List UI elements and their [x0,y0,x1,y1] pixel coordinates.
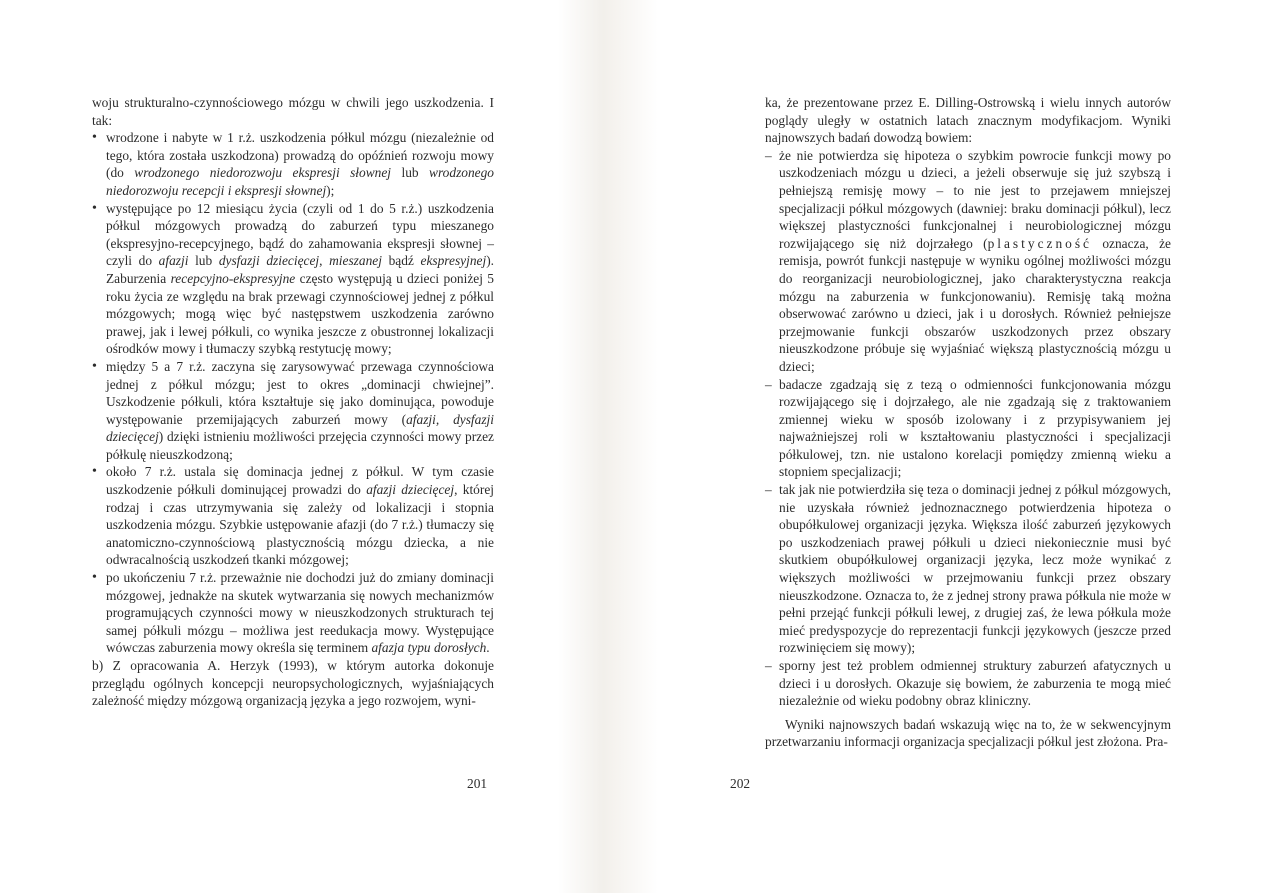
list-item: • występujące po 12 miesiącu życia (czyli od 1 do 5 r.ż.) uszkodzenia półkul mózgowych prowadzą do zaburzeń typu mieszanego (ekspresyjno-recepcyjnego, bądź do zahamowania ekspresji słownej – czyli do afazji lub dysfazji dziecięcej, mieszanej bądź ekspresyjnej). Zaburzenia recepcyjno-ekspresyjne często występują u dzieci poniżej 5 roku życia ze względu na brak przewagi czynnościowej jednej z półkul mózgowych; mogą więc być następstwem uszkodzenia zarówno prawej, jak i lewej półkuli, co wynika jeszcze z obustronnej lokalizacji ośrodków mowy i tłumaczy szybką restytucję mowy; [92,200,494,358]
page-number-right: 202 [730,776,751,791]
right-dash-list [765,147,1171,710]
list-item: • po ukończeniu 7 r.ż. przeważnie nie dochodzi już do zmiany dominacji mózgowej, jednakże na skutek wytwarzania się nowych mechanizmów programujących czynności mowy w nieuszkodzonych strukturach tej samej półkuli mózgu – możliwa jest reedukacja mowy. Występujące wówczas zaburzenia mowy określa się terminem afazja typu dorosłych. [92,569,494,657]
left-page-text [92,94,494,710]
list-item: • około 7 r.ż. ustala się dominacja jednej z półkul. W tym czasie uszkodzenie półkuli dominującej prowadzi do afazji dziecięcej, której rodzaj i czas utrzymywania się zależy od lokalizacji i stopnia uszkodzenia mózgu. Szybkie ustępowanie afazji (do 7 r.ż.) tłumaczy się anatomiczno-czynnościową plastycznością mózgu dziecka, a nie odwracalnością uszkodzeń tkanki mózgowej; [92,463,494,569]
list-item: – tak jak nie potwierdziła się teza o dominacji jednej z półkul mózgowych, nie uzyskała również jednoznacznego potwierdzenia hipoteza o obupółkulowej organizacji języka. Większa ilość zaburzeń językowych po uszkodzeniach prawej półkuli u dzieci niekoniecznie musi być skutkiem obupółkulowej organizacji języka, lecz może wynikać z większych możliwości w przejmowaniu funkcji przez obszary nieuszkodzone. Oznacza to, że z jednej strony prawa półkula nie może w pełni przejąć funkcji półkuli lewej, z drugiej zaś, że lewa półkula może mieć predyspozycje do reprezentacji funkcji językowych (jeszcze przed rozwinięciem się mowy); [765,481,1171,657]
right-intro: ka, że prezentowane przez E. Dilling-Ostrowską i wielu innych autorów poglądy uległy w ostatnich latach znacznym modyfikacjom. Wyniki najnowszych badań dowodzą bowiem: [765,95,1171,146]
right-closing-paragraph: Wyniki najnowszych badań wskazują więc na to, że w sekwencyjnym przetwarzaniu informacji organizacja specjalizacji półkul jest złożona. Pra- [765,716,1171,750]
left-intro: woju strukturalno-czynnościowego mózgu w chwili jego uszkodzenia. I tak: [92,95,494,128]
right-page-text [765,94,1171,751]
list-item: • między 5 a 7 r.ż. zaczyna się zarysowywać przewaga czynnościowa jednej z półkul mózgu; jest to okres „dominacji chwiejnej”. Uszkodzenie półkuli, która kształtuje się jako dominująca, powoduje występowanie przemijających zaburzeń mowy (afazji, dysfazji dziecięcej) dzięki istnieniu możliwości przejęcia czynności mowy przez półkulę nieuszkodzoną; [92,358,494,464]
list-item: – sporny jest też problem odmiennej struktury zaburzeń afatycznych u dzieci i u dorosłych. Okazuje się bowiem, że zaburzenia te mogą mieć niezależnie od wieku podobny obraz kliniczny. [765,657,1171,710]
page-number-left: 201 [467,776,488,791]
list-item: – badacze zgadzają się z tezą o odmienności funkcjonowania mózgu rozwijającego się i dojrzałego, ale nie zgadzają się z traktowaniem zmiennej wieku w sposób izolowany i z przypisywaniem jej najważniejszej roli w kształtowaniu plastyczności i specjalizacji półkulowej, tzn. nie ustalono korelacji pomiędzy zmienną wieku a stopniem specjalizacji; [765,376,1171,482]
left-bullet-list [92,129,494,657]
list-item: – że nie potwierdza się hipoteza o szybkim powrocie funkcji mowy po uszkodzeniach mózgu u dzieci, a jeżeli obserwuje się już szybszą i pełniejszą remisję mowy – to nie jest to przejawem mniejszej specjalizacji półkul mózgowych (dawniej: braku dominacji półkul), lecz większej plastyczności funkcjonalnej i neurobiologicznej mózgu rozwijającego się niż dojrzałego (plastyczność oznacza, że remisja, powrót funkcji następuje w wyniku ogólnej możliwości mózgu do reorganizacji neurobiologicznej, jako charakterystyczna reakcja mózgu na zaburzenia w funkcjonowaniu). Remisję taką można obserwować zarówno u dzieci, jak i u dorosłych. Również pełniejsze przejmowanie funkcji obszarów uszkodzonych przez obszary nieuszkodzone próbuje się wyjaśniać większą plastycznością mózgu u dzieci; [765,147,1171,376]
list-item: • wrodzone i nabyte w 1 r.ż. uszkodzenia półkul mózgu (niezależnie od tego, która została uszkodzona) prowadzą do opóźnień rozwoju mowy (do wrodzonego niedorozwoju ekspresji słownej lub wrodzonego niedorozwoju recepcji i ekspresji słownej); [92,129,494,199]
left-item-b: b) Z opracowania A. Herzyk (1993), w którym autorka dokonuje przeglądu ogólnych koncepcji neuropsychologicznych, wyjaśniających zależność między mózgową organizacją języka a jego rozwojem, wyni- [92,658,494,709]
